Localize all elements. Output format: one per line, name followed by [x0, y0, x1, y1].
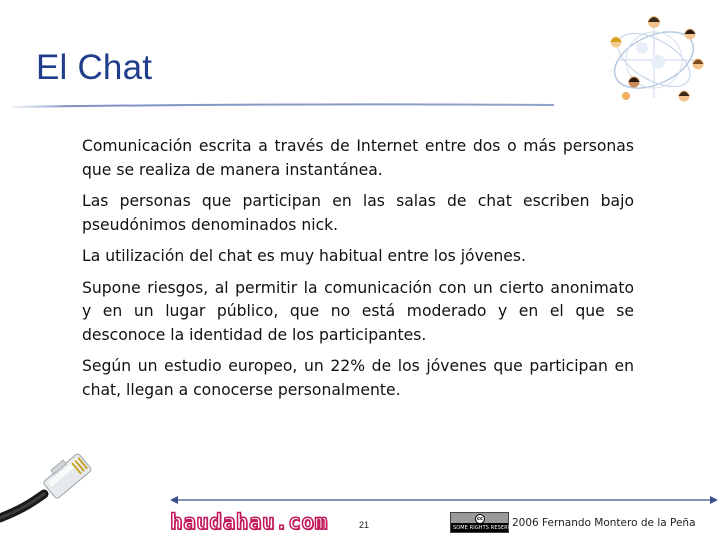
cc-label: SOME RIGHTS RESERVED [453, 525, 519, 531]
title-underline [12, 101, 554, 109]
slide-body [82, 135, 634, 410]
paragraph: Las personas que participan en las salas de chat escriben bajo pseudónimos denominados nick. [82, 192, 634, 234]
copyright-text: 2006 Fernando Montero de la Peña [512, 517, 696, 529]
creative-commons-badge [450, 512, 519, 533]
paragraph: Supone riesgos, al permitir la comunicación con un cierto anonimato y en un lugar público, que no está moderado y en el que se desconoce la identidad de los participantes. [82, 278, 634, 344]
paragraph: Según un estudio europeo, un 22% de los jóvenes que participan en chat, llegan a conocerse personalmente. [82, 357, 634, 399]
network-cable-illustration [0, 438, 112, 540]
cc-icon: cc [475, 514, 485, 524]
footer-arrow-line [170, 494, 718, 506]
paragraph: Comunicación escrita a través de Internet entre dos o más personas que se realiza de manera instantánea. [82, 137, 634, 179]
page-number: 21 [359, 520, 370, 530]
footer-logo: haudahau.com [170, 510, 328, 534]
slide-title: El Chat [36, 48, 153, 87]
paragraph: La utilización del chat es muy habitual entre los jóvenes. [82, 247, 526, 265]
chat-network-illustration [604, 12, 710, 110]
